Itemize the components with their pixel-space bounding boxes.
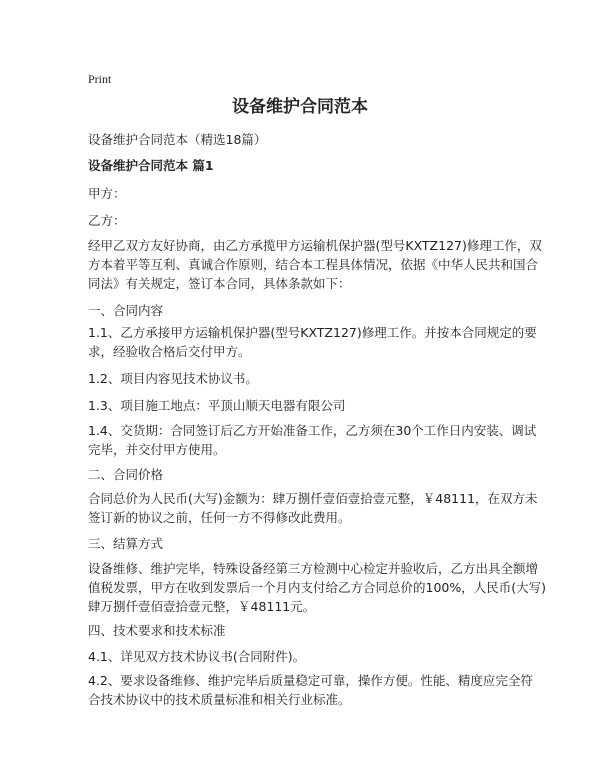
party-a: 甲方： <box>88 186 126 201</box>
text-line: 值税发票，甲方在收到发票后一个月内支付给乙方合同总价的100%，人民币(大写) <box>88 580 546 595</box>
s2-body <box>88 489 538 527</box>
text-line: 合同总价为人民币(大写)金额为：肆万捌仟壹佰壹拾壹元整，￥48111，在双方未 <box>88 491 538 506</box>
text-line: 合技术协议中的技术质量标准和相关行业标准。 <box>88 692 351 707</box>
section-heading: 设备维护合同范本 篇1 <box>88 158 214 173</box>
text-line: 完毕，并交付甲方使用。 <box>88 442 226 457</box>
s4-heading: 四、技术要求和技术标准 <box>88 623 226 638</box>
intro-paragraph <box>88 236 542 293</box>
clause-1-1 <box>88 323 537 361</box>
clause-1-4 <box>88 421 536 459</box>
text-line: 签订新的协议之前，任何一方不得修改此费用。 <box>88 510 351 525</box>
text-line: 1.4、交货期：合同签订后乙方开始准备工作，乙方须在30个工作日内安装、调试 <box>88 423 537 438</box>
text-line: 肆万捌仟壹佰壹拾壹元整，￥48111元。 <box>88 599 316 614</box>
clause-1-2: 1.2、项目内容见技术协议书。 <box>88 371 258 386</box>
print-link[interactable]: Print <box>88 72 112 86</box>
s1-heading: 一、合同内容 <box>88 303 164 318</box>
clause-4-2 <box>88 671 533 709</box>
clause-4-1: 4.1、详见双方技术协议书(合同附件)。 <box>88 649 306 664</box>
s2-heading: 二、合同价格 <box>88 467 164 482</box>
page-title: 设备维护合同范本 <box>232 97 368 117</box>
text-line: 4.2、要求设备维修、维护完毕后质量稳定可靠，操作方便。性能、精度应完全符 <box>88 673 533 688</box>
party-b: 乙方： <box>88 213 126 228</box>
s3-heading: 三、结算方式 <box>88 536 164 551</box>
clause-1-3: 1.3、项目施工地点：平顶山顺天电器有限公司 <box>88 398 346 413</box>
s3-body <box>88 559 546 616</box>
subtitle: 设备维护合同范本（精选18篇） <box>88 132 267 147</box>
text-line: 求，经验收合格后交付甲方。 <box>88 344 251 359</box>
text-line: 同法》有关规定，签订本合同，具体条款如下： <box>88 276 351 291</box>
text-line: 方本着平等互利、真诚合作原则，结合本工程具体情况，依据《中华人民共和国合 <box>88 257 539 272</box>
text-line: 设备维修、维护完毕，特殊设备经第三方检测中心检定并验收后，乙方出具全额增 <box>88 561 539 576</box>
text-line: 经甲乙双方友好协商，由乙方承揽甲方运输机保护器(型号KXTZ127)修理工作，双 <box>88 238 542 253</box>
text-line: 1.1、乙方承接甲方运输机保护器(型号KXTZ127)修理工作。并按本合同规定的要 <box>88 325 537 340</box>
